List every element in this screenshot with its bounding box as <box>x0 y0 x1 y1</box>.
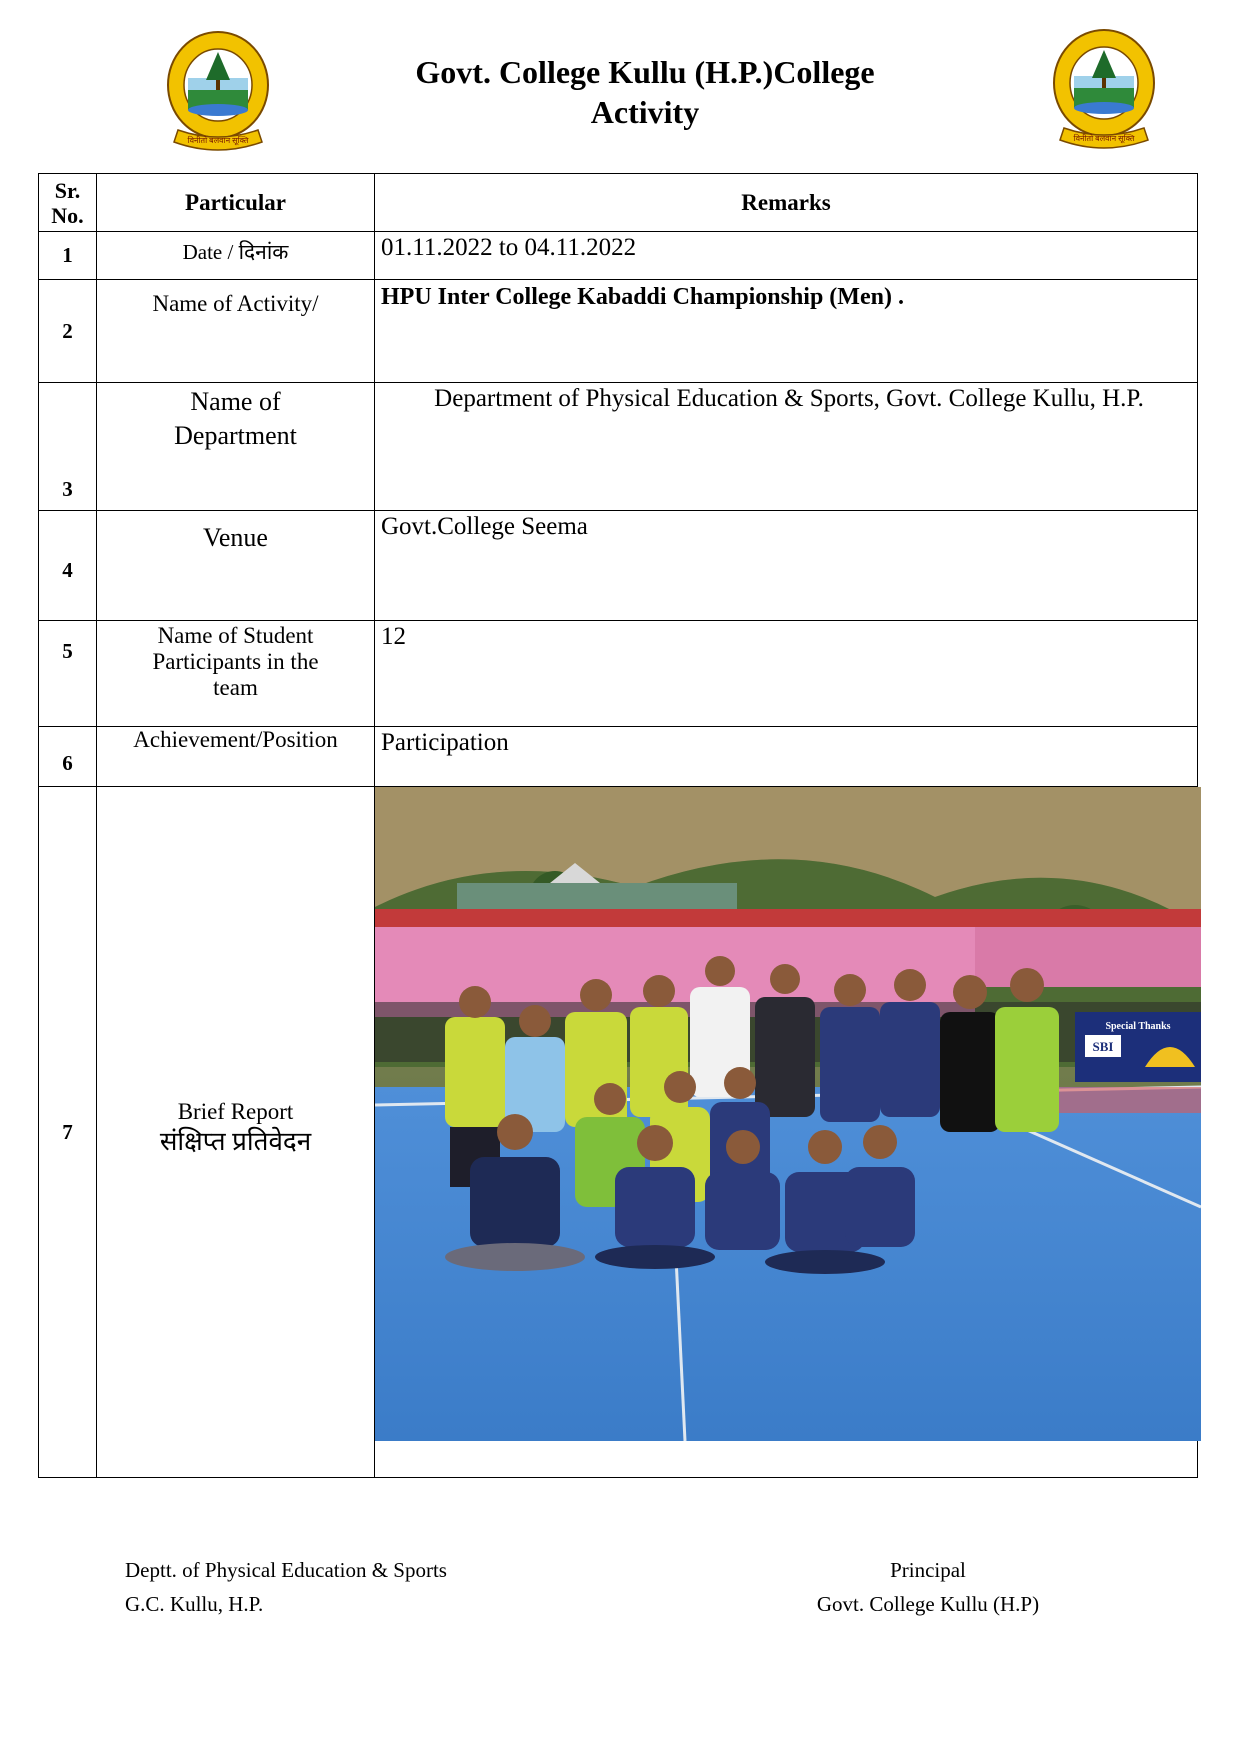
header-sr-no: Sr. No. <box>39 174 97 232</box>
particular-cell: Venue <box>97 511 375 621</box>
remarks-cell: Govt.College Seema <box>375 511 1198 621</box>
activity-table <box>38 173 1198 1478</box>
remarks-cell: 01.11.2022 to 04.11.2022 <box>375 232 1198 280</box>
sr-cell: 5 <box>39 621 97 727</box>
particular-cell: Name of Activity/ <box>97 280 375 383</box>
svg-text:विनीतो बलवान सूक्ति: विनीतो बलवान सूक्ति <box>1073 134 1135 143</box>
svg-text:SBI: SBI <box>1092 1039 1114 1054</box>
page-title <box>330 52 960 132</box>
particular-cell: Name of Department <box>97 383 375 511</box>
table-row <box>39 383 1198 511</box>
title-line-1: Govt. College Kullu (H.P.)College <box>415 54 875 90</box>
college-logo-left <box>166 30 270 160</box>
particular-cell: Achievement/Position <box>97 727 375 787</box>
remarks-cell: Department of Physical Education & Sports, Govt. College Kullu, H.P. <box>375 383 1198 511</box>
table-row <box>39 727 1198 787</box>
brief-report-label: Brief Report <box>177 1099 294 1124</box>
brief-report-label-hindi: संक्षिप्त प्रतिवेदन <box>159 1127 312 1156</box>
particular-cell: Date / दिनांक <box>97 232 375 280</box>
photo-cell <box>375 787 1198 1478</box>
sr-cell: 1 <box>39 232 97 280</box>
header-remarks: Remarks <box>375 174 1198 232</box>
remarks-cell: Participation <box>375 727 1198 787</box>
footer-department-line2: G.C. Kullu, H.P. <box>125 1592 264 1616</box>
footer-principal-line2: Govt. College Kullu (H.P) <box>816 1592 1040 1616</box>
particular-cell <box>97 787 375 1478</box>
table-header-row <box>39 174 1198 232</box>
team-photo <box>375 787 1201 1441</box>
sr-cell: 2 <box>39 280 97 383</box>
college-logo-right <box>1052 28 1156 158</box>
footer-department-line1: Deptt. of Physical Education & Sports <box>125 1558 447 1582</box>
table-row <box>39 280 1198 383</box>
remarks-cell: HPU Inter College Kabaddi Championship (Men) . <box>375 280 1198 383</box>
sr-cell: 7 <box>39 787 97 1478</box>
footer-principal-line1: Principal <box>890 1558 966 1582</box>
sr-cell: 3 <box>39 383 97 511</box>
table-row <box>39 232 1198 280</box>
sr-cell: 6 <box>39 727 97 787</box>
title-line-2: Activity <box>590 94 700 130</box>
table-row <box>39 787 1198 1478</box>
table-row <box>39 511 1198 621</box>
table-row <box>39 621 1198 727</box>
particular-cell: Name of Student Participants in the team <box>97 621 375 727</box>
footer-department <box>125 1553 447 1621</box>
sr-cell: 4 <box>39 511 97 621</box>
svg-text:Special Thanks: Special Thanks <box>1105 1021 1171 1032</box>
remarks-cell: 12 <box>375 621 1198 727</box>
footer-principal <box>808 1553 1048 1621</box>
header-particular: Particular <box>97 174 375 232</box>
svg-text:विनीतो बलवान सूक्ति: विनीतो बलवान सूक्ति <box>187 136 249 145</box>
